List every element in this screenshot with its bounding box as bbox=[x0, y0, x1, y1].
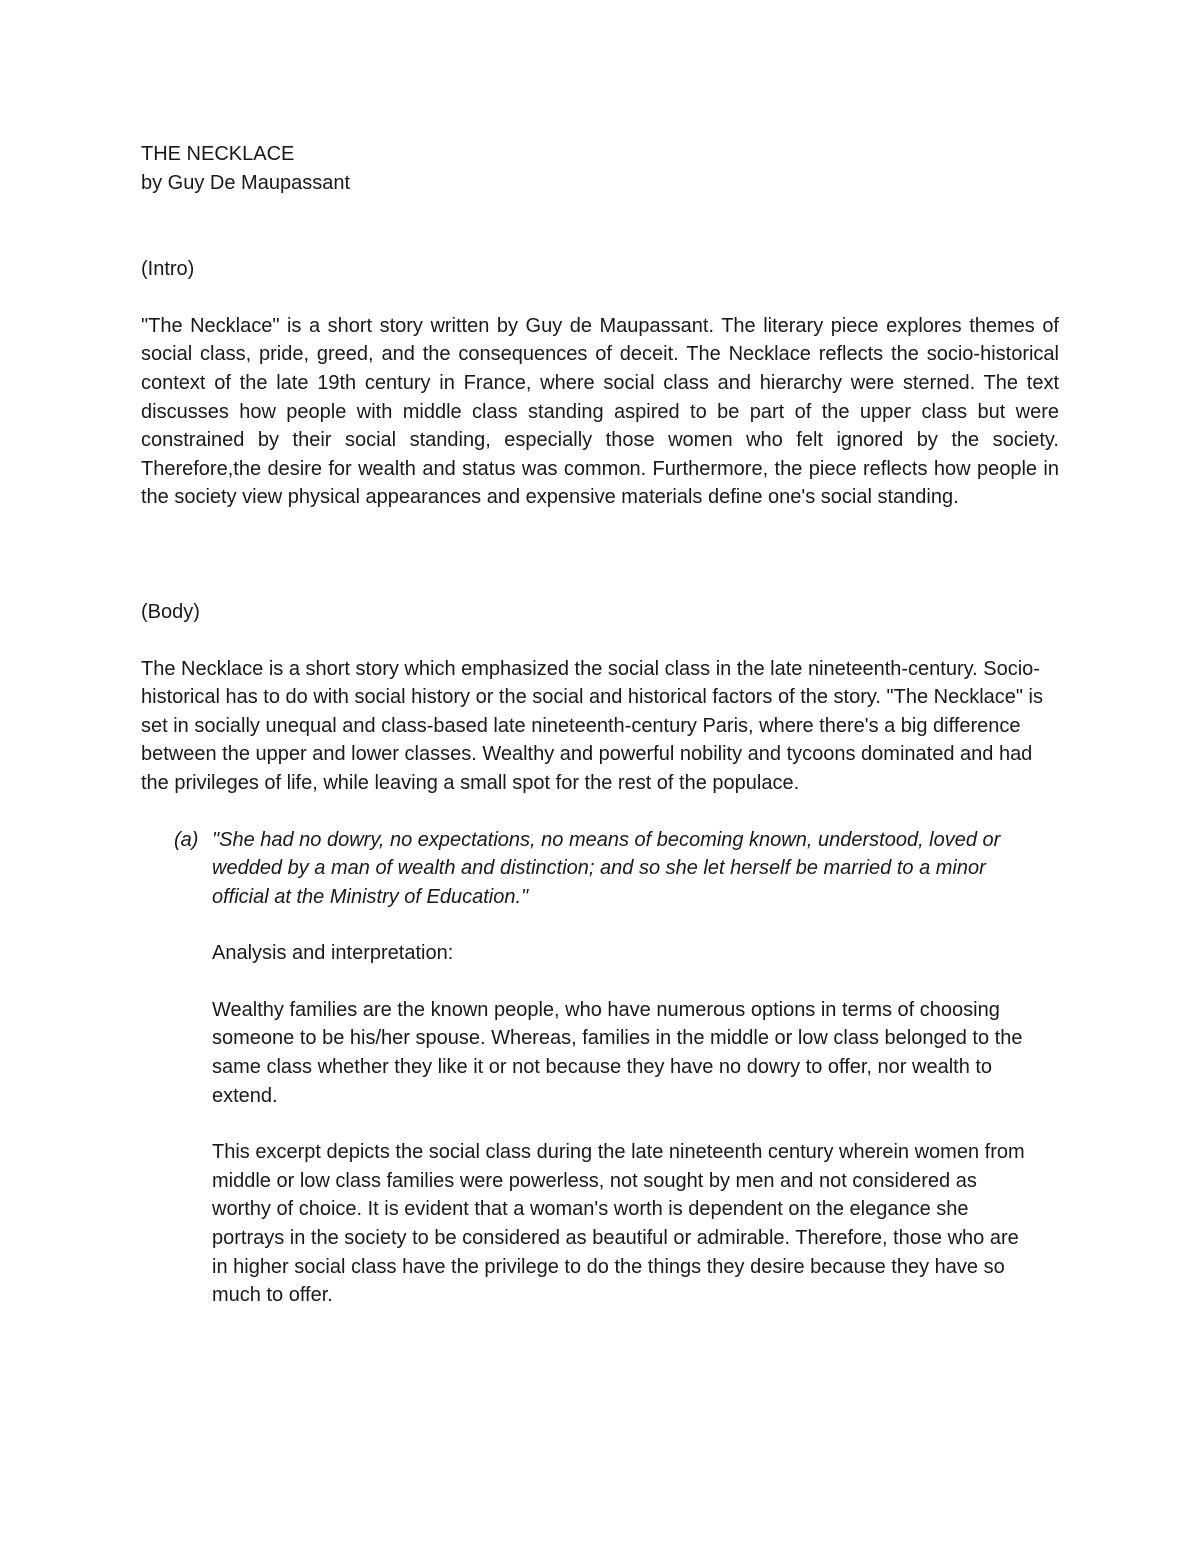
author-line: by Guy De Maupassant bbox=[141, 171, 350, 194]
analysis-heading: Analysis and interpretation: bbox=[212, 942, 454, 965]
document-page bbox=[141, 140, 1059, 1310]
spacer bbox=[141, 512, 1059, 598]
spacer bbox=[141, 627, 1059, 655]
spacer bbox=[141, 284, 1059, 312]
spacer bbox=[212, 1110, 1039, 1138]
spacer bbox=[212, 968, 1039, 996]
intro-heading: (Intro) bbox=[141, 258, 195, 281]
excerpt-quote: "She had no dowry, no expectations, no means of becoming known, understood, loved or wedded by a man of wealth and distinction; and so she let herself be married to a minor official at the Ministry of Education." bbox=[212, 828, 1001, 908]
body-heading: (Body) bbox=[141, 600, 200, 623]
body-paragraph: The Necklace is a short story which emphasized the social class in the late nineteenth-century. Socio-historical has to do with social history or the social and historical factors of the story. "The Necklace" is set in socially unequal and class-based late nineteenth-century Paris, where there's a big difference between the upper and lower classes. Wealthy and powerful nobility and tycoons dominated and had the privileges of life, while leaving a small spot for the rest of the populace. bbox=[141, 657, 1043, 794]
intro-paragraph: "The Necklace" is a short story written by Guy de Maupassant. The literary piece explores themes of social class, pride, greed, and the consequences of deceit. The Necklace reflects the socio-historical context of the late 19th century in France, where social class and hierarchy were sterned. The text discusses how people with middle class standing aspired to be part of the upper class but were constrained by their social standing, especially those women who felt ignored by the society. Therefore,the desire for wealth and status was common. Furthermore, the piece reflects how people in the society view physical appearances and expensive materials define one's social standing. bbox=[141, 314, 1059, 509]
spacer bbox=[141, 197, 1059, 255]
analysis-paragraph: This excerpt depicts the social class during the late nineteenth century wherein women from middle or low class families were powerless, not sought by men and not considered as worthy of choice. It is evident that a woman's worth is dependent on the elegance she portrays in the society to be considered as beautiful or admirable. Therefore, those who are in higher social class have the privilege to do the things they desire because they have so much to offer. bbox=[212, 1141, 1025, 1307]
spacer bbox=[141, 798, 1059, 826]
spacer bbox=[212, 911, 1039, 939]
list-item-marker: (a) bbox=[174, 828, 199, 851]
list-item bbox=[141, 826, 1059, 1310]
analysis-paragraph: Wealthy families are the known people, who have numerous options in terms of choosing someone to be his/her spouse. Whereas, families in the middle or low class belonged to the same class whether they like it or not because they have no dowry to offer, nor wealth to extend. bbox=[212, 998, 1023, 1107]
document-title: THE NECKLACE bbox=[141, 143, 295, 165]
